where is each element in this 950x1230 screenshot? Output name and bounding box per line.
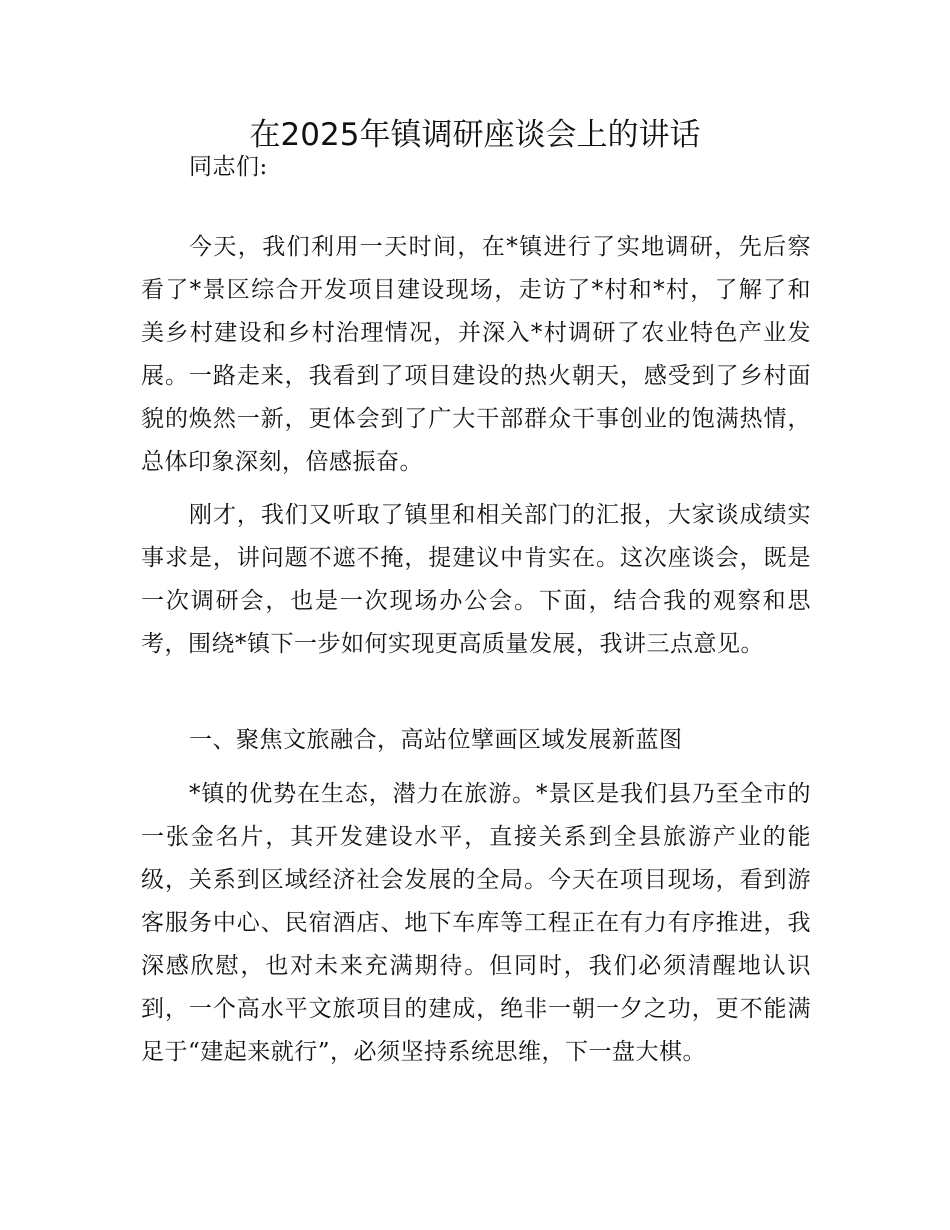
section-heading-1: 一、聚焦文旅融合，高站位擘画区域发展新蓝图 (189, 727, 683, 753)
paragraph-meeting: 刚才，我们又听取了镇里和相关部门的汇报，大家谈成绩实事求是，讲问题不遮不掩，提建议中肯实在。这次座谈会，既是一次调研会，也是一次现场办公会。下面，结合我的观察和思考，围绕*镇下一步如何实现更高质量发展，我讲三点意见。 (141, 502, 811, 657)
document-title: 在2025年镇调研座谈会上的讲话 (249, 117, 701, 153)
paragraph-intro: 今天，我们利用一天时间，在*镇进行了实地调研，先后察看了*景区综合开发项目建设现场，走访了*村和*村，了解了和美乡村建设和乡村治理情况，并深入*村调研了农业特色产业发展。一路走来，我看到了项目建设的热火朝天，感受到了乡村面貌的焕然一新，更体会到了广大干部群众干事创业的饱满热情，总体印象深刻，倍感振奋。 (141, 234, 811, 475)
section-paragraph-1: *镇的优势在生态，潜力在旅游。*景区是我们县乃至全市的一张金名片，其开发建设水平，直接关系到全县旅游产业的能级，关系到区域经济社会发展的全局。今天在项目现场，看到游客服务中心、民宿酒店、地下车库等工程正在有力有序推进，我深感欣慰，也对未来充满期待。但同时，我们必须清醒地认识到，一个高水平文旅项目的建成，绝非一朝一夕之功，更不能满足于“建起来就行”，必须坚持系统思维，下一盘大棋。 (141, 781, 811, 1065)
salutation: 同志们: (189, 154, 268, 180)
